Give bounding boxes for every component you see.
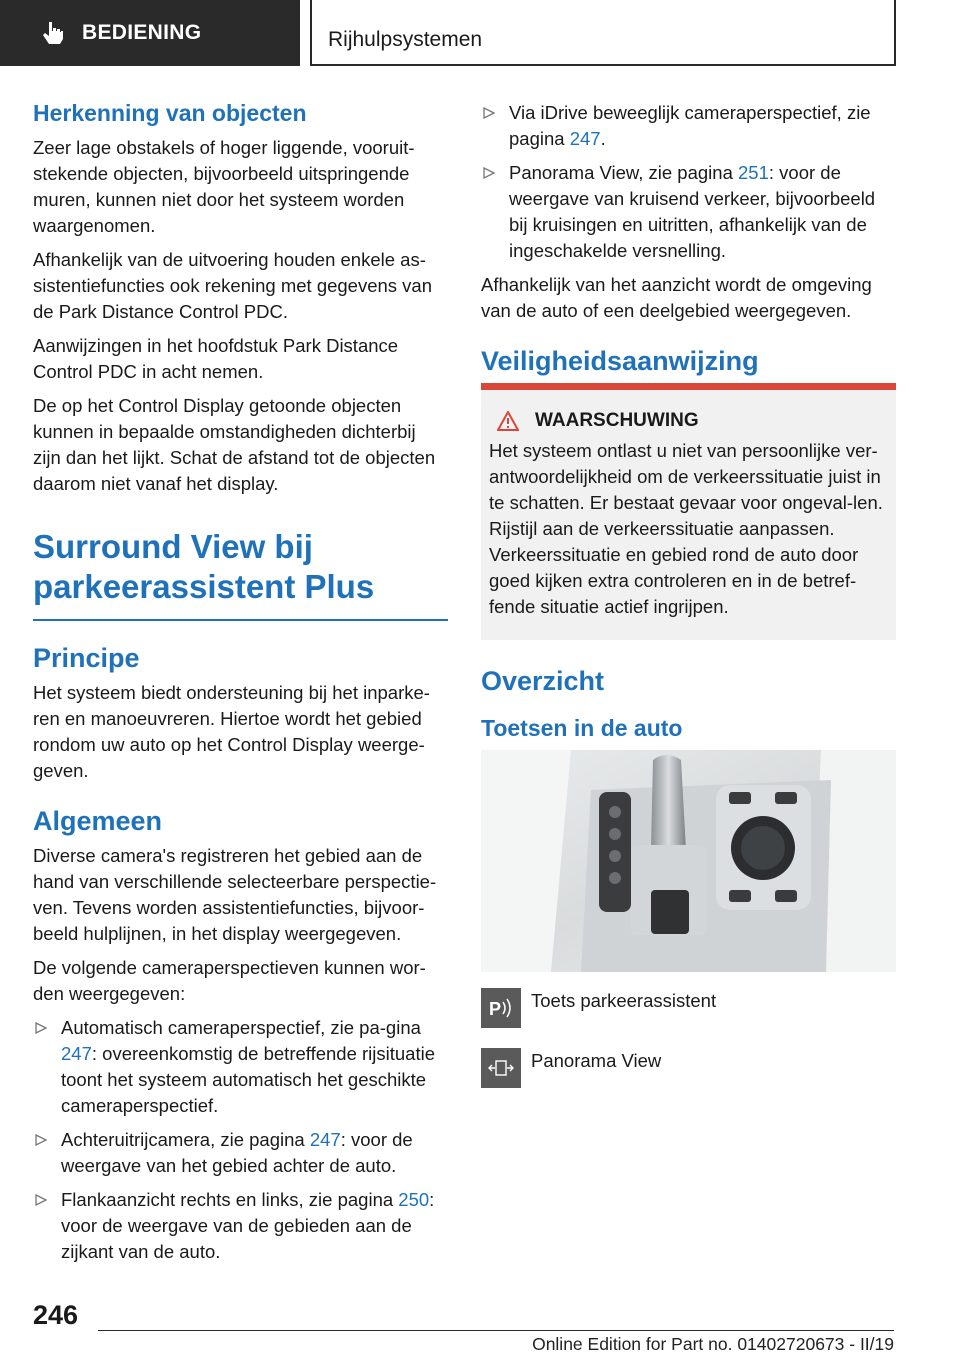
chapter-title: Rijhulpsystemen xyxy=(328,28,483,51)
page-link[interactable]: 250 xyxy=(398,1189,430,1210)
heading-overview: Overzicht xyxy=(481,666,605,696)
section-title: BEDIENING xyxy=(82,21,202,44)
center-console-photo xyxy=(481,750,896,972)
warning-text: Het systeem ontlast u niet van persoonlijke ver-antwoordelijkheid om de verkeerssituatie juist in te schatten. Er bestaat gevaar voor ongeval-len. Rijstijl aan de verkeerssituatie aanpassen. Verkeerssituatie en gebied rond de auto door goed kijken extra controleren en in de betref-fende situatie actief ingrijpen. xyxy=(489,440,883,617)
right-column xyxy=(481,100,896,1108)
warning-triangle-icon xyxy=(497,411,519,431)
parking-assistant-icon xyxy=(481,988,521,1028)
paragraph: Afhankelijk van de uitvoering houden enkele as-sistentiefuncties ook rekening met gegevens van de Park Distance Control PDC. xyxy=(33,249,433,322)
list-item: Panorama View, zie pagina 251: voor de weergave van kruisend verkeer, bijvoorbeeld bij kruisingen en uitritten, afhankelijk van de ingeschakelde versnelling. xyxy=(481,160,896,264)
heading-object-detection: Herkenning van objecten xyxy=(33,100,307,126)
svg-text:P: P xyxy=(489,999,502,1019)
page-number: 246 xyxy=(33,1300,79,1330)
triangle-bullet-icon xyxy=(35,1134,47,1146)
hand-icon xyxy=(40,20,66,46)
triangle-bullet-icon xyxy=(483,107,495,119)
page-link[interactable]: 247 xyxy=(309,1129,341,1150)
left-column xyxy=(33,100,448,1273)
heading-buttons: Toetsen in de auto xyxy=(481,715,683,741)
chapter-tab xyxy=(310,0,896,66)
list-item: Flankaanzicht rechts en links, zie pagina 250: voor de weergave van de gebieden aan de zijkant van de auto. xyxy=(33,1187,448,1265)
triangle-bullet-icon xyxy=(35,1022,47,1034)
camera-list xyxy=(33,1015,448,1265)
panorama-view-icon xyxy=(481,1048,521,1088)
warning-bar xyxy=(481,383,896,390)
list-item: Automatisch cameraperspectief, zie pa-gina 247: overeenkomstig de betreffende rijsituatie toont het systeem automatisch het geschikte cameraperspectief. xyxy=(33,1015,448,1119)
paragraph: Zeer lage obstakels of hoger liggende, vooruit-stekende objecten, bijvoorbeeld uitspringende muren, kunnen niet door het systeem worden waargenomen. xyxy=(33,137,415,236)
page-link[interactable]: 251 xyxy=(738,162,769,183)
heading-general: Algemeen xyxy=(33,806,163,836)
footer-edition: Online Edition for Part no. 01402720673 - II/19 xyxy=(532,1334,894,1354)
triangle-bullet-icon xyxy=(483,167,495,179)
warning-title: WAARSCHUWING xyxy=(489,410,888,432)
key-panorama-view: Panorama View xyxy=(481,1048,896,1088)
triangle-bullet-icon xyxy=(35,1194,47,1206)
section-tab xyxy=(0,0,300,66)
list-item: Via iDrive beweeglijk cameraperspectief, zie pagina 247. xyxy=(481,100,896,152)
paragraph: Het systeem biedt ondersteuning bij het inparke-ren en manoeuvreren. Hiertoe wordt het gebied rondom uw auto op het Control Display weerge-geven. xyxy=(33,682,430,781)
page-link[interactable]: 247 xyxy=(569,128,601,149)
paragraph: Diverse camera's registreren het gebied aan de hand van verschillende selecteerbare perspectie-ven. Tevens worden assistentiefuncties, bijvoor-beeld hulplijnen, in het display weergegeven. xyxy=(33,845,437,944)
footer-divider xyxy=(98,1330,894,1331)
paragraph: De volgende cameraperspectieven kunnen wor-den weergegeven: xyxy=(33,957,426,1004)
heading-safety: Veiligheidsaanwijzing xyxy=(481,346,759,376)
key-parking-assistant: P Toets parkeerassistent xyxy=(481,988,896,1028)
heading-surround-view: Surround View bij parkeerassistent Plus xyxy=(33,527,448,621)
paragraph: Afhankelijk van het aanzicht wordt de omgeving van de auto of een deelgebied weergegeven. xyxy=(481,274,872,321)
paragraph: Aanwijzingen in het hoofdstuk Park Distance Control PDC in acht nemen. xyxy=(33,335,399,382)
page-link[interactable]: 247 xyxy=(61,1043,92,1064)
heading-principle: Principe xyxy=(33,643,140,673)
camera-list-continued xyxy=(481,100,896,264)
list-item: Achteruitrijcamera, zie pagina 247: voor de weergave van het gebied achter de auto. xyxy=(33,1127,448,1179)
paragraph: De op het Control Display getoonde objecten kunnen in bepaalde omstandigheden dichterbij zijn dan het lijkt. Schat de afstand tot de objecten daarom niet vanaf het display. xyxy=(33,395,436,494)
warning-box xyxy=(481,390,896,640)
